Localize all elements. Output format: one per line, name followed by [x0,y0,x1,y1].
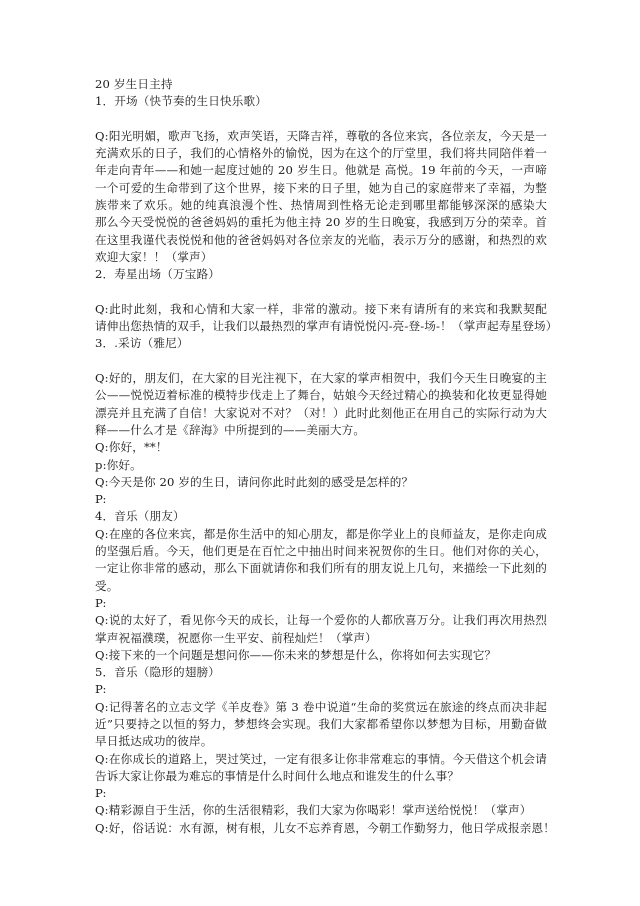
section-heading: 2．寿星出场（万宝路） [95,267,220,282]
paragraph-line: Q:此时此刻，我和心情和大家一样，非常的激动。接下来有请所有的来宾和我默契配 [95,301,547,316]
paragraph-line: 年走向青年——和她一起度过她的 20 岁生日。他就是 高悦。19 年前的今天，一声啼 [95,163,547,178]
paragraph-line: 在这里我谨代表悦悦和他的爸爸妈妈对各位亲友的光临，表示万分的感谢，和热烈的欢 [95,232,547,247]
blank-line [95,353,547,370]
paragraph-line: Q:阳光明媚，歌声飞扬，欢声笑语，天降吉祥，尊敬的各位来宾，各位亲友，今天是一 [95,128,547,143]
document-page [95,76,558,837]
paragraph-line: 漂亮并且充满了自信！大家说对不对？（对！）此时此刻他正在用自己的实际行动为大 [95,405,547,420]
paragraph-line: 受。 [95,578,119,593]
paragraph-line: 释——什么才是《辞海》中所提到的——美丽大方。 [95,422,366,437]
paragraph-line: Q:好的，朋友们，在大家的目光注视下，在大家的掌声相贺中，我们今天生日晚宴的主 [95,371,547,386]
paragraph-line: 请伸出您热情的双手，让我们以最热烈的掌声有请悦悦闪-亮-登-场-！（掌声起寿星登场） [95,319,558,334]
paragraph-line: Q:接下来的一个问题是想问你——你未来的梦想是什么，你将如何去实现它？ [95,647,497,662]
paragraph-line: 一定让你非常的感动，那么下面就请你和我们所有的朋友说上几句，来描绘一下此刻的 [95,561,547,576]
paragraph-line: P: [95,595,107,610]
paragraph-line: 那么今天受悦悦的爸爸妈妈的重托为他主持 20 岁的生日晚宴，我感到万分的荣幸。首 [95,215,547,230]
paragraph-line: Q:今天是你 20 岁的生日，请问你此时此刻的感受是怎样的？ [95,474,414,489]
paragraph-line: 近”只要持之以恒的努力，梦想终会实现。我们大家都希望你以梦想为目标，用勤奋做 [95,716,547,731]
paragraph-line: Q:在座的各位来宾，都是你生活中的知心朋友，都是你学业上的良师益友，是你走向成 [95,526,547,541]
section-heading: 3．.采访（雅尼） [95,336,189,351]
paragraph-line: 掌声祝福濮璞，祝愿你一生平安、前程灿烂！（掌声） [95,630,377,645]
section-heading: 5．音乐（隐形的翅膀） [95,665,220,680]
paragraph-line: 充满欢乐的日子，我们的心情格外的愉悦，因为在这个的厅堂里，我们将共同陪伴着一 [95,146,547,161]
paragraph-line: Q:记得著名的立志文学《羊皮卷》第 3 卷中说道“生命的奖赏远在旅途的终点而决非起 [95,699,547,714]
paragraph-line: Q:你好，**！ [95,440,168,455]
paragraph-line: 告诉大家让你最为难忘的事情是什么时间什么地点和谁发生的什么事？ [95,768,460,783]
blank-line [95,111,547,128]
paragraph-line: 一个可爱的生命带到了这个世界，接下来的日子里，她为自己的家庭带来了幸福，为整 [95,180,547,195]
paragraph-line: P: [95,492,107,507]
paragraph-line: 欢迎大家！！（掌声） [95,249,213,264]
paragraph-line: P: [95,786,107,801]
paragraph-line: P: [95,682,107,697]
paragraph-line: Q:在你成长的道路上，哭过笑过，一定有很多让你非常难忘的事情。今天借这个机会请 [95,751,547,766]
blank-line [95,284,547,301]
paragraph-line: 的坚强后盾。今天，他们更是在百忙之中抽出时间来祝贺你的生日。他们对你的关心， [95,544,547,559]
paragraph-line: 公——悦悦迈着标准的模特步伐走上了舞台，姑娘今天经过精心的换装和化妆更显得她 [95,388,547,403]
document-title: 20 岁生日主持 [95,77,173,91]
paragraph-line: Q:好，俗话说：水有源，树有根，儿女不忘养育恩，今朝工作勤努力，他日学成报亲恩！ [95,820,555,835]
paragraph-line: 早日抵达成功的彼岸。 [95,734,213,749]
section-heading: 4．音乐（朋友） [95,509,185,524]
section-heading: 1．开场（快节奏的生日快乐歌） [95,94,267,109]
paragraph-line: p:你好。 [95,457,142,472]
paragraph-line: Q:说的太好了，看见你今天的成长，让每一个爱你的人都欣喜万分。让我们再次用热烈 [95,613,547,628]
paragraph-line: 族带来了欢乐。她的纯真浪漫个性、热情周到性格无论走到哪里都能够深深的感染大 [95,198,547,213]
paragraph-line: Q:精彩源自于生活，你的生活很精彩，我们大家为你喝彩！掌声送给悦悦！（掌声） [95,803,532,818]
